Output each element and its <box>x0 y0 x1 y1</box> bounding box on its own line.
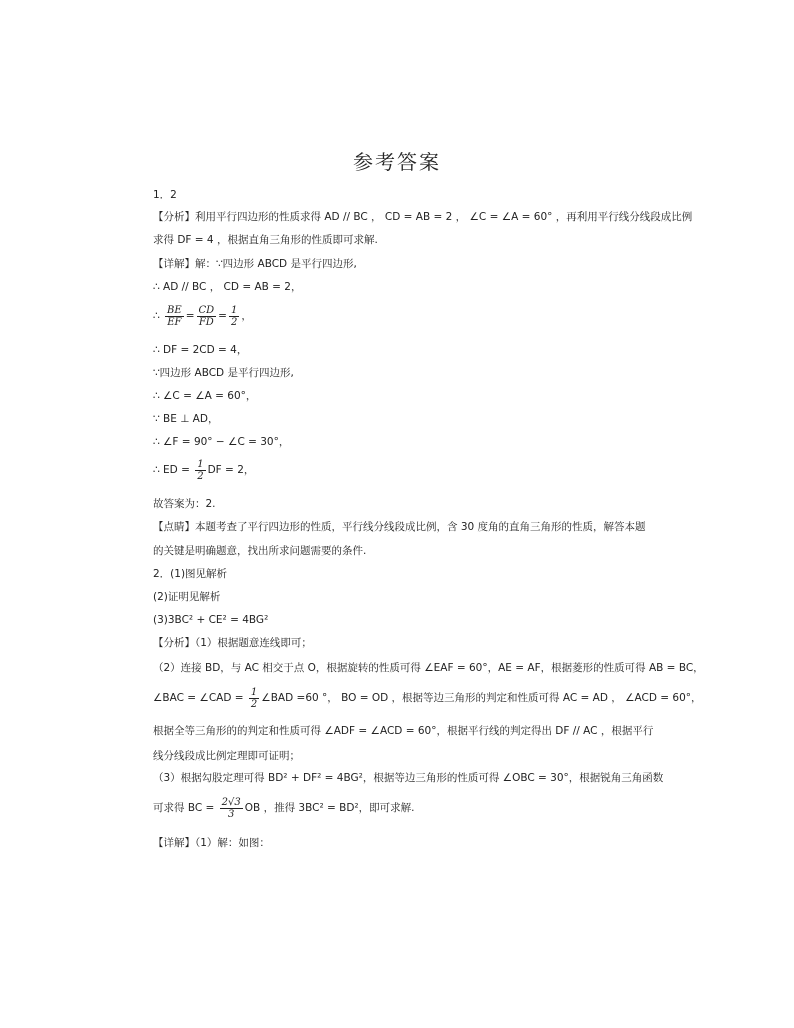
analysis-line-2: 求得 DF = 4 ，根据直角三角形的性质即可求解. <box>153 234 378 246</box>
detail-line-9: ∴ ED = $\frac{1}{2}$ DF = 2， <box>153 458 255 482</box>
fraction-one-half: $\frac{1}{2}$ <box>197 458 204 482</box>
therefore-symbol: ∴ <box>153 310 160 322</box>
final-answer: 故答案为：2. <box>153 498 216 510</box>
detail-line-1: 【详解】解：∵四边形 ABCD 是平行四边形, <box>153 258 357 270</box>
detail-line-2: ∴ AD // BC ， CD = AB = 2， <box>153 281 302 293</box>
fraction-one-half: $\frac{1}{2}$ <box>230 304 238 328</box>
analysis-2-line-4: 根据全等三角形的的判定和性质可得 ∠ADF = ∠ACD = 60°，根据平行线的判定得出 DF // AC ，根据平行 <box>153 725 654 737</box>
answer-2-part-3: (3)3BC² + CE² = 4BG² <box>153 614 269 626</box>
fraction-be-ef: $\frac{BE}{EF}$ <box>167 304 182 328</box>
detail-line-8: ∴ ∠F = 90° − ∠C = 30°， <box>153 436 290 448</box>
fraction-one-half: $\frac{1}{2}$ <box>250 686 258 710</box>
detail-line-6: ∴ ∠C = ∠A = 60°， <box>153 390 257 402</box>
analysis-line-1: 【分析】利用平行四边形的性质求得 AD // BC ， CD = AB = 2 ， ∠C = ∠A = 60° ，再利用平行线分线段成比例 <box>153 211 693 223</box>
fraction-two-root-three-over-three: $\frac{2√3}{3}$ <box>221 796 241 820</box>
detail-line-5: ∵四边形 ABCD 是平行四边形, <box>153 367 294 379</box>
analysis-2-line-7: 可求得 BC = $\frac{2√3}{3}$ OB ，推得 3BC² = BD²，即可求解. <box>153 796 415 820</box>
analysis-2-line-6: （3）根据勾股定理可得 BD² + DF² = 4BG²，根据等边三角形的性质可得 ∠OBC = 30°，根据锐角三角函数 <box>153 772 664 784</box>
analysis-2-line-3: ∠BAC = ∠CAD = $\frac{1}{2}$ ∠BAD =60 °， BO = OD ，根据等边三角形的判定和性质可得 AC = AD ， ∠ACD = 60°， <box>153 686 702 710</box>
analysis-2-line-1: 【分析】（1）根据题意连线即可； <box>153 637 312 649</box>
answer-2-part-2: (2)证明见解析 <box>153 591 221 603</box>
fraction-cd-fd: $\frac{CD}{FD}$ <box>198 304 215 328</box>
page-title: 参考答案 <box>353 150 441 174</box>
comment-line-1: 【点睛】本题考查了平行四边形的性质，平行线分线段成比例，含 30 度角的直角三角形的性质，解答本题 <box>153 521 646 533</box>
detail-2-line-1: 【详解】（1）解：如图： <box>153 837 270 849</box>
analysis-2-line-5: 线分线段成比例定理即可证明； <box>153 750 300 762</box>
answer-1-heading: 1．2 <box>153 189 177 201</box>
detail-line-7: ∵ BE ⊥ AD， <box>153 413 219 425</box>
answer-2-part-1: 2．(1)图见解析 <box>153 568 228 580</box>
detail-line-4: ∴ DF = 2CD = 4， <box>153 344 248 356</box>
analysis-2-line-2: （2）连接 BD，与 AC 相交于点 O，根据旋转的性质可得 ∠EAF = 60°，AE = AF，根据菱形的性质可得 AB = BC， <box>153 662 704 674</box>
detail-line-3: ∴ $\frac{BE}{EF}$ = $\frac{CD}{FD}$ = $\frac{1}{2}$ ， <box>153 304 252 328</box>
comment-line-2: 的关键是明确题意，找出所求问题需要的条件. <box>153 545 367 557</box>
